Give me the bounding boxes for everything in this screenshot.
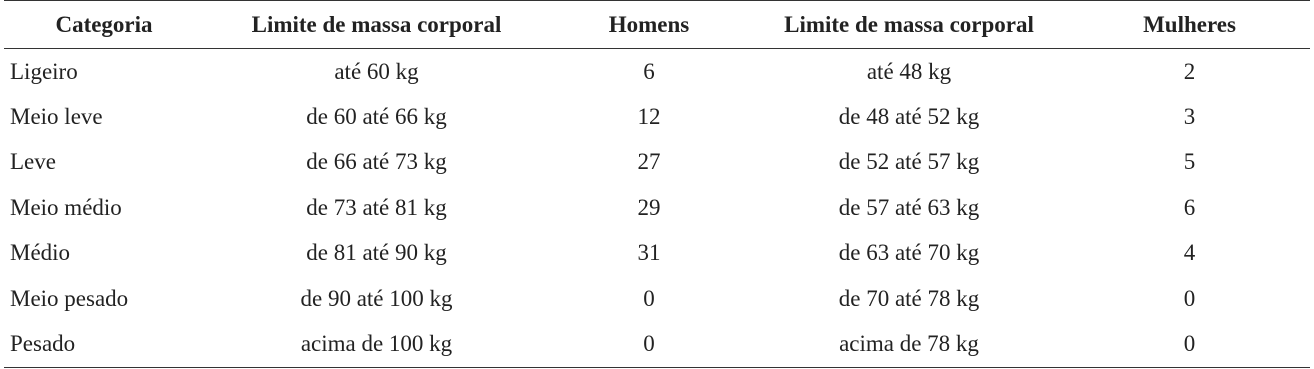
header-homens: Homens [549,1,749,49]
cell-categoria: Médio [10,240,71,266]
cell-limite-homens: de 60 até 66 kg [306,103,447,129]
cell-limite-homens: de 90 até 100 kg [300,285,453,311]
cell-mulheres: 3 [1183,103,1196,129]
table-row [4,231,1310,277]
cell-homens: 0 [643,285,655,311]
cell-categoria: Ligeiro [10,58,78,84]
header-categoria: Categoria [4,1,204,49]
cell-limite-mulheres: de 57 até 63 kg [838,194,980,220]
table-body [4,49,1310,368]
table-row [4,185,1310,231]
cell-homens: 29 [637,194,661,220]
table-row [4,49,1310,95]
cell-mulheres: 4 [1183,240,1196,266]
cell-homens: 27 [637,149,661,175]
cell-mulheres: 5 [1183,149,1196,175]
header-row [4,1,1310,49]
cell-limite-homens: acima de 100 kg [204,322,549,368]
weight-category-table [4,0,1310,368]
cell-limite-homens: de 81 até 90 kg [306,240,447,266]
cell-limite-mulheres: até 48 kg [866,58,952,84]
cell-limite-homens: de 73 até 81 kg [306,194,447,220]
cell-categoria: Leve [10,149,56,175]
cell-homens: 31 [637,240,661,266]
table-row [4,94,1310,140]
cell-mulheres: 0 [1183,285,1196,311]
cell-mulheres: 6 [1183,194,1196,220]
header-limite-homens: Limite de massa corporal [204,1,549,49]
cell-limite-mulheres: de 52 até 57 kg [838,149,980,175]
cell-limite-mulheres: de 70 até 78 kg [838,285,980,311]
cell-mulheres: 2 [1183,58,1196,84]
header-limite-mulheres: Limite de massa corporal [749,1,1069,49]
cell-homens: 6 [643,58,655,84]
cell-limite-mulheres: de 63 até 70 kg [838,240,980,266]
cell-categoria: Meio leve [10,103,103,129]
header-mulheres: Mulheres [1069,1,1310,49]
cell-homens: 0 [549,322,749,368]
cell-limite-homens: até 60 kg [334,58,419,84]
cell-categoria: Pesado [4,322,204,368]
table-row [4,322,1310,368]
table-header [4,1,1310,49]
cell-limite-mulheres: de 48 até 52 kg [838,103,980,129]
cell-limite-mulheres: acima de 78 kg [749,322,1069,368]
cell-categoria: Meio médio [10,194,122,220]
cell-mulheres: 0 [1069,322,1310,368]
cell-homens: 12 [637,103,661,129]
cell-limite-homens: de 66 até 73 kg [306,149,447,175]
cell-categoria: Meio pesado [10,285,129,311]
table-row [4,140,1310,186]
table-row [4,276,1310,322]
